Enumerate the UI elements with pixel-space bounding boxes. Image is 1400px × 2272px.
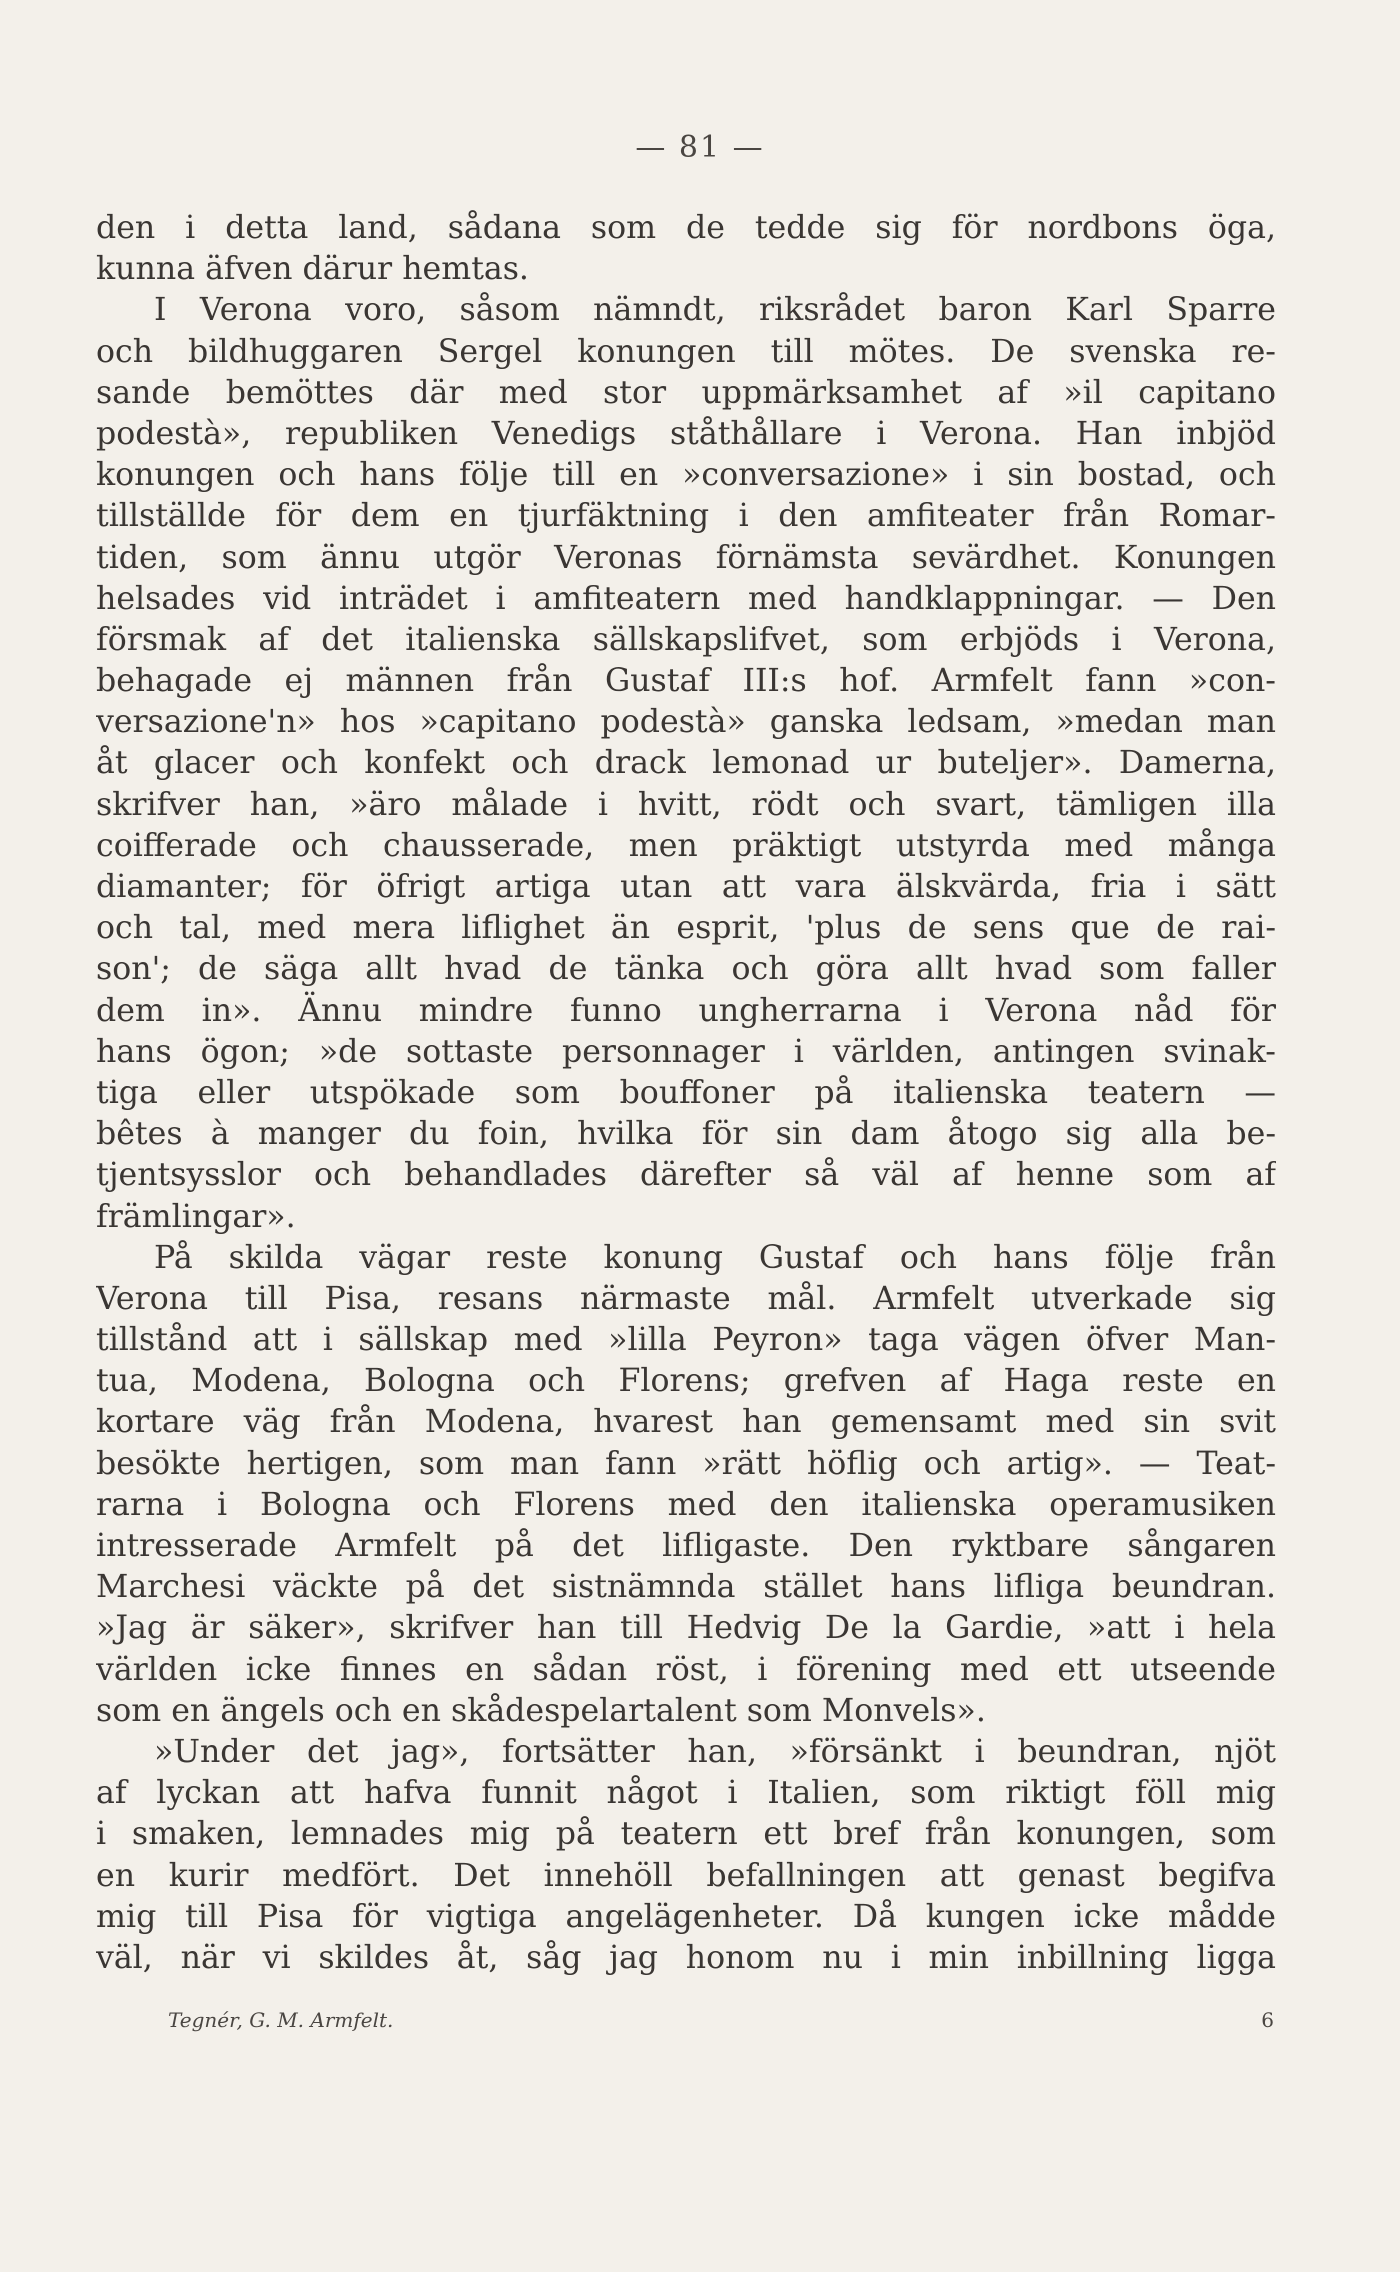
text-line: af lyckan att hafva funnit något i Italien, som riktigt föll mig [96, 1775, 1276, 1812]
text-line: försmak af det italienska sällskapslifvet, som erbjöds i Verona, [96, 621, 1276, 658]
text-line: tillstånd att i sällskap med »lilla Peyron» taga vägen öfver Man- [96, 1322, 1276, 1359]
text-line: dem in». Ännu mindre funno ungherrarna i Verona nåd för [96, 992, 1276, 1029]
text-line: världen icke finnes en sådan röst, i förening med ett utseende [96, 1651, 1276, 1688]
text-line: Marchesi väckte på det sistnämnda stället hans lifliga beundran. [96, 1569, 1276, 1606]
text-line: väl, när vi skildes åt, såg jag honom nu i min inbillning ligga [96, 1939, 1276, 1976]
footer-signature: Tegnér, G. M. Armfelt. [168, 2008, 394, 2032]
body-text [96, 208, 1276, 1979]
text-line: och bildhuggaren Sergel konungen till mötes. De svenska re- [96, 333, 1276, 370]
text-line: versazione'n» hos »capitano podestà» ganska ledsam, »medan man [96, 704, 1276, 741]
text-line: som en ängels och en skådespelartalent som Monvels». [96, 1692, 986, 1729]
text-line: intresserade Armfelt på det lifligaste. Den ryktbare sångaren [96, 1528, 1276, 1564]
text-line: tiga eller utspökade som bouffoner på italienska teatern — [96, 1074, 1276, 1111]
text-line: åt glacer och konfekt och drack lemonad ur buteljer». Damerna, [96, 745, 1276, 782]
text-line: kunna äfven därur hemtas. [96, 251, 529, 288]
text-line: i smaken, lemnades mig på teatern ett bref från konungen, som [96, 1816, 1276, 1853]
page-number: — 81 — [635, 130, 765, 165]
text-line: en kurir medfört. Det innehöll befallningen att genast begifva [96, 1857, 1276, 1894]
text-line: främlingar». [96, 1198, 296, 1235]
text-line: tua, Modena, Bologna och Florens; grefven af Haga reste en [96, 1363, 1276, 1400]
text-line: mig till Pisa för vigtiga angelägenheter. Då kungen icke mådde [96, 1898, 1276, 1935]
text-line: tjentsysslor och behandlades därefter så väl af henne som af [96, 1157, 1276, 1194]
text-line: den i detta land, sådana som de tedde sig för nordbons öga, [96, 210, 1276, 246]
footer-sheet-number: 6 [1261, 2008, 1274, 2032]
text-line: behagade ej männen från Gustaf III:s hof. Armfelt fann »con- [96, 663, 1276, 700]
text-line: coifferade och chausserade, men präktigt utstyrda med många [96, 827, 1276, 864]
text-line: och tal, med mera liflighet än esprit, 'plus de sens que de rai- [96, 910, 1276, 947]
text-line: sande bemöttes där med stor uppmärksamhet af »il capitano [96, 374, 1276, 411]
text-line: I Verona voro, såsom nämndt, riksrådet baron Karl Sparre [154, 292, 1276, 329]
text-line: podestà», republiken Venedigs ståthållare i Verona. Han inbjöd [96, 415, 1276, 452]
text-line: besökte hertigen, som man fann »rätt höflig och artig». — Teat- [96, 1445, 1276, 1482]
text-line: Verona till Pisa, resans närmaste mål. Armfelt utverkade sig [96, 1280, 1276, 1317]
text-line: På skilda vägar reste konung Gustaf och hans följe från [154, 1239, 1276, 1276]
text-line: son'; de säga allt hvad de tänka och göra allt hvad som faller [96, 951, 1276, 988]
text-line: tiden, som ännu utgör Veronas förnämsta sevärdhet. Konungen [96, 539, 1276, 576]
text-line: bêtes à manger du foin, hvilka för sin dam åtogo sig alla be- [96, 1116, 1276, 1153]
text-line: hans ögon; »de sottaste personnager i världen, antingen svinak- [96, 1033, 1276, 1070]
text-line: kortare väg från Modena, hvarest han gemensamt med sin svit [96, 1404, 1276, 1441]
text-line: rarna i Bologna och Florens med den italienska operamusiken [96, 1486, 1276, 1523]
text-line: diamanter; för öfrigt artiga utan att vara älskvärda, fria i sätt [96, 869, 1276, 905]
text-line: tillställde för dem en tjurfäktning i den amfiteater från Romar- [96, 498, 1276, 535]
text-line: »Under det jag», fortsätter han, »försänkt i beundran, njöt [154, 1733, 1276, 1770]
text-line: helsades vid inträdet i amfiteatern med handklappningar. — Den [96, 580, 1276, 617]
text-line: »Jag är säker», skrifver han till Hedvig De la Gardie, »att i hela [96, 1610, 1276, 1647]
text-line: konungen och hans följe till en »conversazione» i sin bostad, och [96, 457, 1276, 494]
text-line: skrifver han, »äro målade i hvitt, rödt och svart, tämligen illa [96, 786, 1276, 823]
